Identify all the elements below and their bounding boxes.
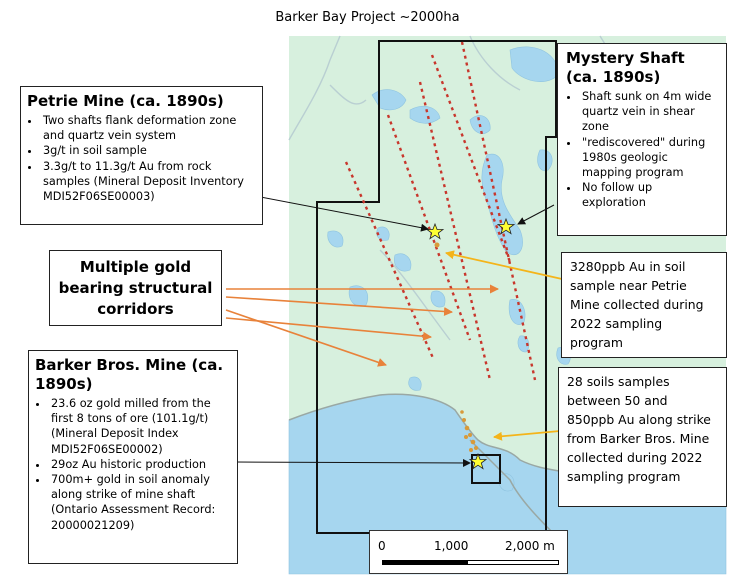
scale-bar-white-segment (467, 560, 559, 565)
barker-bros-mine-callout (28, 350, 238, 564)
list-item: • No follow up exploration (580, 180, 718, 210)
corridors-callout (49, 250, 222, 326)
soil-3280-text: 3280ppb Au in soil sample near Petrie Mine collected during 2022 sampling program (570, 259, 704, 350)
list-item: • Two shafts flank deformation zone and quartz vein system (41, 113, 256, 143)
mystery-shaft-callout (557, 43, 727, 236)
barker-bros-bullets (35, 396, 231, 533)
scale-label-2000: 2,000 m (505, 539, 555, 553)
map-title: Barker Bay Project ~2000ha (275, 10, 460, 25)
mystery-shaft-heading: Mystery Shaft (ca. 1890s) (566, 49, 685, 86)
mystery-shaft-bullets (566, 89, 718, 211)
list-item: • Shaft sunk on 4m wide quartz vein in shear zone (580, 89, 718, 135)
soil-3280-callout (561, 252, 727, 358)
list-item: • 23.6 oz gold milled from the first 8 tons of ore (101.1g/t) (Mineral Deposit Index MDI52F06SE00002) (49, 396, 231, 457)
scale-bar-black-segment (382, 560, 467, 565)
list-item: • "rediscovered" during 1980s geologic mapping program (580, 135, 718, 181)
list-item: • 3g/t in soil sample (41, 143, 256, 158)
petrie-mine-heading: Petrie Mine (ca. 1890s) (27, 92, 224, 110)
scale-bar-icon (369, 530, 568, 574)
barker-bros-heading: Barker Bros. Mine (ca. 1890s) (35, 356, 224, 393)
soil-28-text: 28 soils samples between 50 and 850ppb Au along strike from Barker Bros. Mine collected during 2022 sampling program (567, 374, 711, 484)
list-item: • 29oz Au historic production (49, 457, 231, 472)
list-item: • 700m+ gold in soil anomaly along strike of mine shaft (Ontario Assessment Record: 20000021209) (49, 472, 231, 533)
petrie-mine-bullets (27, 113, 256, 204)
scale-label-0: 0 (378, 539, 386, 553)
corridors-label: Multiple gold bearing structural corridors (58, 257, 213, 318)
soil-28-callout (558, 367, 727, 507)
scale-label-1000: 1,000 (434, 539, 469, 553)
list-item: • 3.3g/t to 11.3g/t Au from rock samples (Mineral Deposit Inventory MDI52F06SE00003) (41, 159, 256, 205)
petrie-mine-callout (20, 86, 263, 225)
